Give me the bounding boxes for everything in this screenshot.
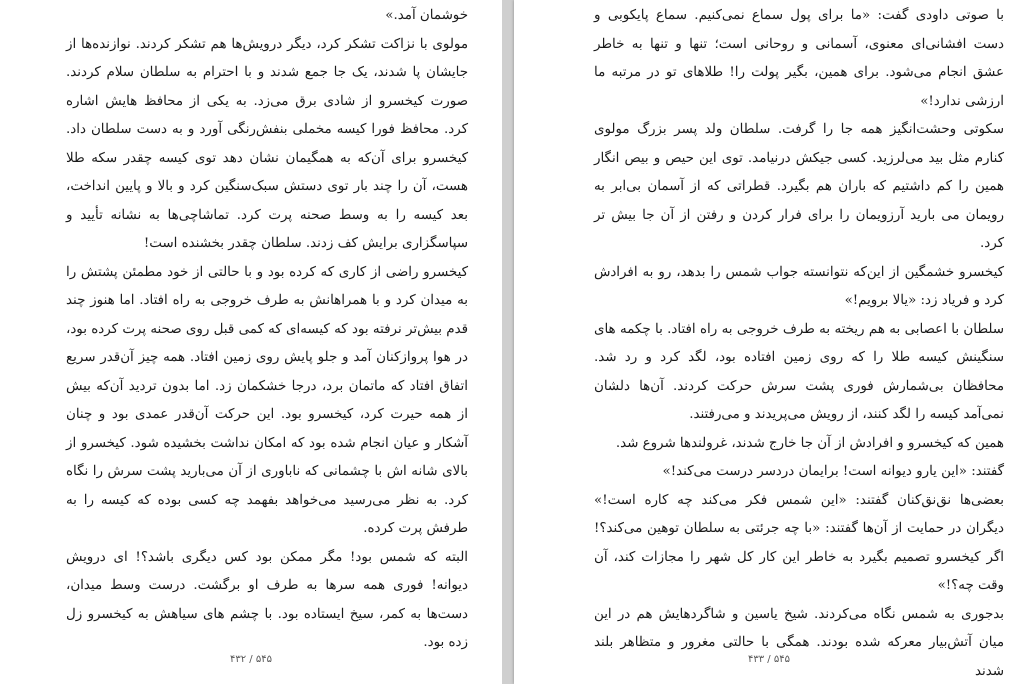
right-paragraph-6: گفتند: «این یارو دیوانه است! برایمان دردسر درست می‌کند!» bbox=[662, 464, 1004, 479]
left-paragraph-3: کیخسرو راضی از کاری که کرده بود و با حالتی از خود مطمئن پشتش را به میدان کرد و با همراهانش به طرف خروجی به راه افتاد. اما هنوز چند قدم بیش‌تر نرفته بود که کیسه‌ای که کمی قبل روی صحنه پرت کرده بود، در هوا پروازکنان آمد و جلو پایش روی زمین افتاد. همه چیز آن‌قدر سریع اتفاق افتاد که ماتمان برد، درجا خشکمان زد. اما بدون تردید آن‌که بیش از همه حیرت کرد، کیخسرو بود. این حرکت آن‌قدر عمدی بود و چنان آشکار و عیان انجام شده بود که امکان نداشت بخشیده شود. کیخسرو از بالای شانه اش با چشمانی که ناباوری از آن می‌بارید پشت سرش را نگاه کرد. به نظر می‌رسید می‌خواهد بفهمد چه کسی بوده که کیسه را به طرفش پرت کرده. bbox=[66, 264, 468, 536]
left-paragraph-2: مولوی با نزاکت تشکر کرد، دیگر درویش‌ها هم تشکر کردند. نوازنده‌ها از جایشان پا شدند، یک جا جمع شدند و با احترام به سلطان سلام کردند. صورت کیخسرو از شادی برق می‌زد. به یکی از محافظ هایش اشاره کرد. محافظ فورا کیسه مخملی بنفش‌رنگی آورد و به دست سلطان داد. کیخسرو برای آن‌که به همگیمان نشان دهد توی کیسه چقدر سکه طلا هست، آن را چند بار توی دستش سبک‌سنگین کرد و بالا و پایین انداخت، بعد کیسه را به وسط صحنه پرت کرد. تماشاچی‌ها به نشانه تأیید و سپاسگزاری برایش کف زدند. سلطان چقدر بخشنده است! bbox=[66, 36, 468, 251]
right-paragraph-3: کیخسرو خشمگین از این‌که نتوانسته جواب شمس را بدهد، رو به افرادش کرد و فریاد زد: «یالا برویم!» bbox=[594, 264, 1004, 308]
right-paragraph-7: بعضی‌ها نق‌نق‌کنان گفتند: «این شمس فکر می‌کند چه کاره است!» دیگران در حمایت از آن‌ها گفتند: «با چه جرئتی به سلطان توهین می‌کند؟! اگر کیخسرو تصمیم بگیرد به خاطر این کار کل شهر را مجازات کند، آن وقت چه؟!» bbox=[594, 492, 1004, 593]
left-page-number: ۵۴۵ / ۴۳۲ bbox=[230, 654, 272, 665]
right-page-number: ۵۴۵ / ۴۳۳ bbox=[748, 654, 790, 665]
left-paragraph-1: خوشمان آمد.» bbox=[385, 8, 468, 23]
right-paragraph-5: همین که کیخسرو و افرادش از آن جا خارج شدند، غرولندها شروع شد. bbox=[615, 435, 1004, 451]
right-paragraph-4: سلطان با اعصابی به هم ریخته به طرف خروجی به راه افتاد. با چکمه های سنگینش کیسه طلا را که روی زمین افتاده بود، لگد کرد و رد شد. محافظان بی‌شمارش فوری پشت سرش حرکت کردند. آن‌ها دلشان نمی‌آمد کیسه را لگد کنند، از رویش می‌پریدند و می‌رفتند. bbox=[594, 321, 1004, 422]
right-page bbox=[514, 0, 1024, 684]
left-page bbox=[0, 0, 502, 684]
right-paragraph-2: سکوتی وحشت‌انگیز همه جا را گرفت. سلطان ولد پسر بزرگ مولوی کنارم مثل بید می‌لرزید. کسی جیکش درنیامد. توی این حیص و بیص انگار همین را کم داشتیم که باران هم بگیرد. قطراتی که از آسمان بی‌ابر به رویمان می بارید آرزویمان را برای فرار کردن و رفتن از آن جا بیش تر کرد. bbox=[594, 122, 1004, 251]
right-paragraph-8: بدجوری به شمس نگاه می‌کردند. شیخ یاسین و شاگردهایش هم در این میان آتش‌بیار معرکه شده بودند. همگی با حالتی مغرور و متظاهر بلند شدند bbox=[594, 606, 1004, 679]
left-paragraph-4: البته که شمس بود! مگر ممکن بود کس دیگری باشد؟! ای درویش دیوانه! فوری همه سرها به طرف او برگشت. درست وسط میدان، دست‌ها به کمر، سیخ ایستاده بود. با چشم های سیاهش به کیخسرو زل زده بود. bbox=[66, 549, 468, 650]
page-gutter bbox=[502, 0, 514, 684]
right-page-text bbox=[594, 2, 1004, 684]
left-page-text bbox=[66, 2, 468, 658]
right-paragraph-1: با صوتی داودی گفت: «ما برای پول سماع نمی‌کنیم. سماع پایکوبی و دست افشانی‌ای معنوی، آسمانی و روحانی است؛ تنها و تنها به خاطر عشق انجام می‌شود. برای همین، بگیر پولت را! طلاهای تو در مرتبه ما ارزشی ندارد!» bbox=[594, 8, 1004, 109]
